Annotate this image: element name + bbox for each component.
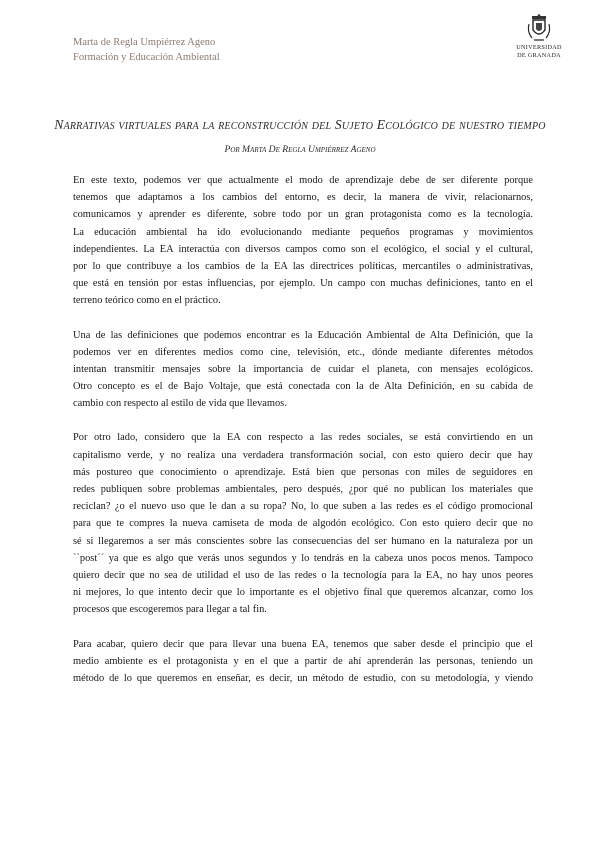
- header-course: Formación y Educación Ambiental: [73, 52, 220, 63]
- text-line: podemos ver en diferentes medios como cine, televisión, etc., dónde mediante diferentes métodos: [73, 346, 533, 358]
- text-line: para que te compres la nueva camiseta de moda de algodón ecológico. Con esto quiero decir que no: [73, 518, 533, 530]
- logo-text-line2: DE GRANADA: [517, 51, 561, 59]
- page-header: [73, 35, 220, 65]
- logo-text-line1: UNIVERSIDAD: [516, 44, 562, 51]
- text-line: método de lo que queremos en enseñar, es decir, un método de estudio, con su metodología, y viendo: [73, 672, 533, 684]
- paragraph: [73, 429, 533, 618]
- text-line: más postureo que conocimiento o aprendizaje. Está bien que personas con miles de seguidores en: [73, 466, 533, 478]
- text-line: comunicamos y aprender es diferente, sobre todo por un gran protagonista como es la tecnología.: [73, 209, 533, 221]
- text-line: reciclan? ¿o el nuevo uso que le dan a su ropa? No, lo que suben a las redes es el código promocional: [73, 501, 533, 513]
- document-byline: Por Marta De Regla Umpiérrez Ageno: [224, 144, 376, 155]
- text-line: La educación ambiental ha ido evolucionando mediante pequeños programas y movimientos: [73, 226, 533, 238]
- text-line: ni mejores, lo que intento decir que lo importante es el objetivo final que queremos alcanzar, como los: [73, 587, 533, 599]
- text-line: medio ambiente es el protagonista y en el que a partir de ahí aprenderán las personas, teniendo un: [73, 655, 533, 667]
- text-line: por lo que contribuye a los cambios de la EA las directrices políticas, mercantiles o administrativas,: [73, 260, 533, 272]
- text-line: independientes. La EA interactúa con diversos campos como son el ecológico, el social y el cultural,: [73, 243, 533, 255]
- paragraph-gap: [73, 619, 533, 636]
- document-title: Narrativas virtuales para la reconstrucción del Sujeto Ecológico de nuestro tiempo: [54, 117, 546, 132]
- university-crest-icon: [526, 14, 552, 44]
- document-body: [73, 172, 533, 687]
- text-line: capitalismo verde, y no realiza una verdadera transformación social, con esto quiero decir que hay: [73, 449, 533, 461]
- text-line: Para acabar, quiero decir que para llevar una buena EA, tenemos que saber desde el principio que el: [73, 638, 533, 650]
- header-author: Marta de Regla Umpiérrez Ageno: [73, 37, 216, 48]
- text-line: tenemos que adaptamos a los cambios del entorno, es decir, la manera de vivir, relacionarnos,: [73, 192, 533, 204]
- paragraph: [73, 172, 533, 310]
- university-logo: [508, 14, 570, 59]
- text-line: procesos que escogeremos para llegar a tal fin.: [73, 604, 267, 616]
- paragraph: [73, 636, 533, 688]
- text-line: terreno teórico como en el práctico.: [73, 295, 221, 307]
- paragraph-gap: [73, 310, 533, 327]
- text-line: Una de las definiciones que podemos encontrar es la Educación Ambiental de Alta Definición, que la: [73, 329, 533, 341]
- text-line: que está en tensión por estas influencias, por ejemplo. Un campo con muchas definiciones, tanto en el: [73, 278, 533, 290]
- text-line: quiero decir que no sea de utilidad el uso de las redes o la tecnología para la EA, no hay unos peores: [73, 569, 533, 581]
- text-line: cambio con respecto al estilo de vida que llevamos.: [73, 398, 287, 410]
- paragraph-gap: [73, 412, 533, 429]
- text-line: intentan transmitir mensajes sobre la importancia de cuidar el planeta, con mensajes ecológicos.: [73, 363, 533, 375]
- text-line: redes publiquen sobre problemas ambientales, pero después, ¿por qué no publican los materiales que: [73, 484, 533, 495]
- paragraph: [73, 327, 533, 413]
- text-line: Por otro lado, considero que la EA con respecto a las redes sociales, se está convirtiendo en un: [73, 432, 533, 444]
- text-line: sé si llegaremos a ser más conscientes sobre las consecuencias del ser humano en la naturaleza por un: [73, 535, 533, 547]
- text-line: ``post´´ ya que es algo que verás unos segundos y lo tendrás en la cabeza unos pocos menos. Tampoco: [73, 552, 533, 564]
- text-line: Otro concepto es el de Bajo Voltaje, que está conectada con la de Alta Definición, en su cabida de: [73, 381, 533, 393]
- text-line: En este texto, podemos ver que actualmente el modo de aprendizaje debe de ser diferente porque: [73, 175, 533, 186]
